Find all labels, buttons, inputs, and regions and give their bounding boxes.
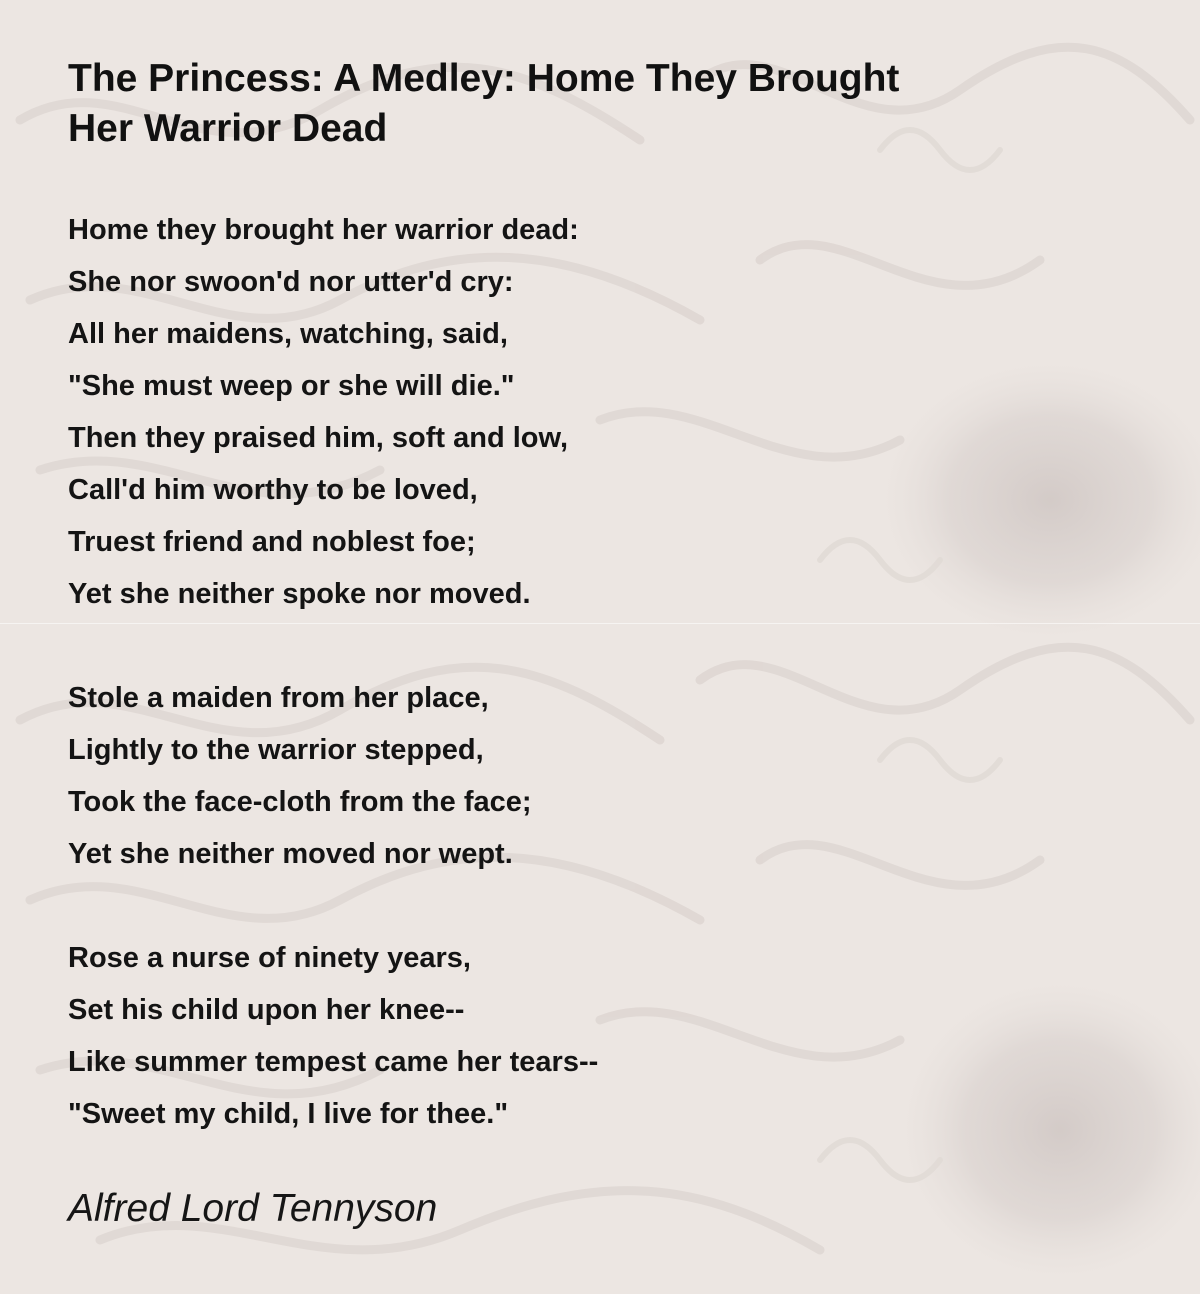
- stanza-3: [68, 932, 1068, 1140]
- poem-body: [68, 204, 1068, 1140]
- poem-title-line: Her Warrior Dead: [68, 107, 388, 150]
- poem-line: Call'd him worthy to be loved,: [68, 474, 478, 506]
- poem-line: Yet she neither spoke nor moved.: [68, 578, 531, 610]
- poem-title: [68, 54, 1068, 154]
- poem-line: She nor swoon'd nor utter'd cry:: [68, 266, 514, 298]
- stanza-1: [68, 204, 1068, 620]
- poem-line: Stole a maiden from her place,: [68, 682, 489, 714]
- poem-container: [68, 54, 1068, 1234]
- poem-line: Took the face-cloth from the face;: [68, 786, 532, 818]
- poem-line: Like summer tempest came her tears--: [68, 1046, 599, 1078]
- stanza-2: [68, 672, 1068, 880]
- poem-line: Truest friend and noblest foe;: [68, 526, 476, 558]
- poem-author: Alfred Lord Tennyson: [68, 1187, 438, 1230]
- poem-line: Yet she neither moved nor wept.: [68, 838, 513, 870]
- poem-line: Then they praised him, soft and low,: [68, 422, 569, 454]
- poem-line: "She must weep or she will die.": [68, 370, 515, 402]
- poem-line: All her maidens, watching, said,: [68, 318, 508, 350]
- poem-line: Home they brought her warrior dead:: [68, 214, 579, 246]
- poem-title-line: The Princess: A Medley: Home They Brought: [68, 57, 900, 100]
- poem-line: Lightly to the warrior stepped,: [68, 734, 484, 766]
- poem-line: Rose a nurse of ninety years,: [68, 942, 471, 974]
- poem-line: Set his child upon her knee--: [68, 994, 465, 1026]
- poem-line: "Sweet my child, I live for thee.": [68, 1098, 509, 1130]
